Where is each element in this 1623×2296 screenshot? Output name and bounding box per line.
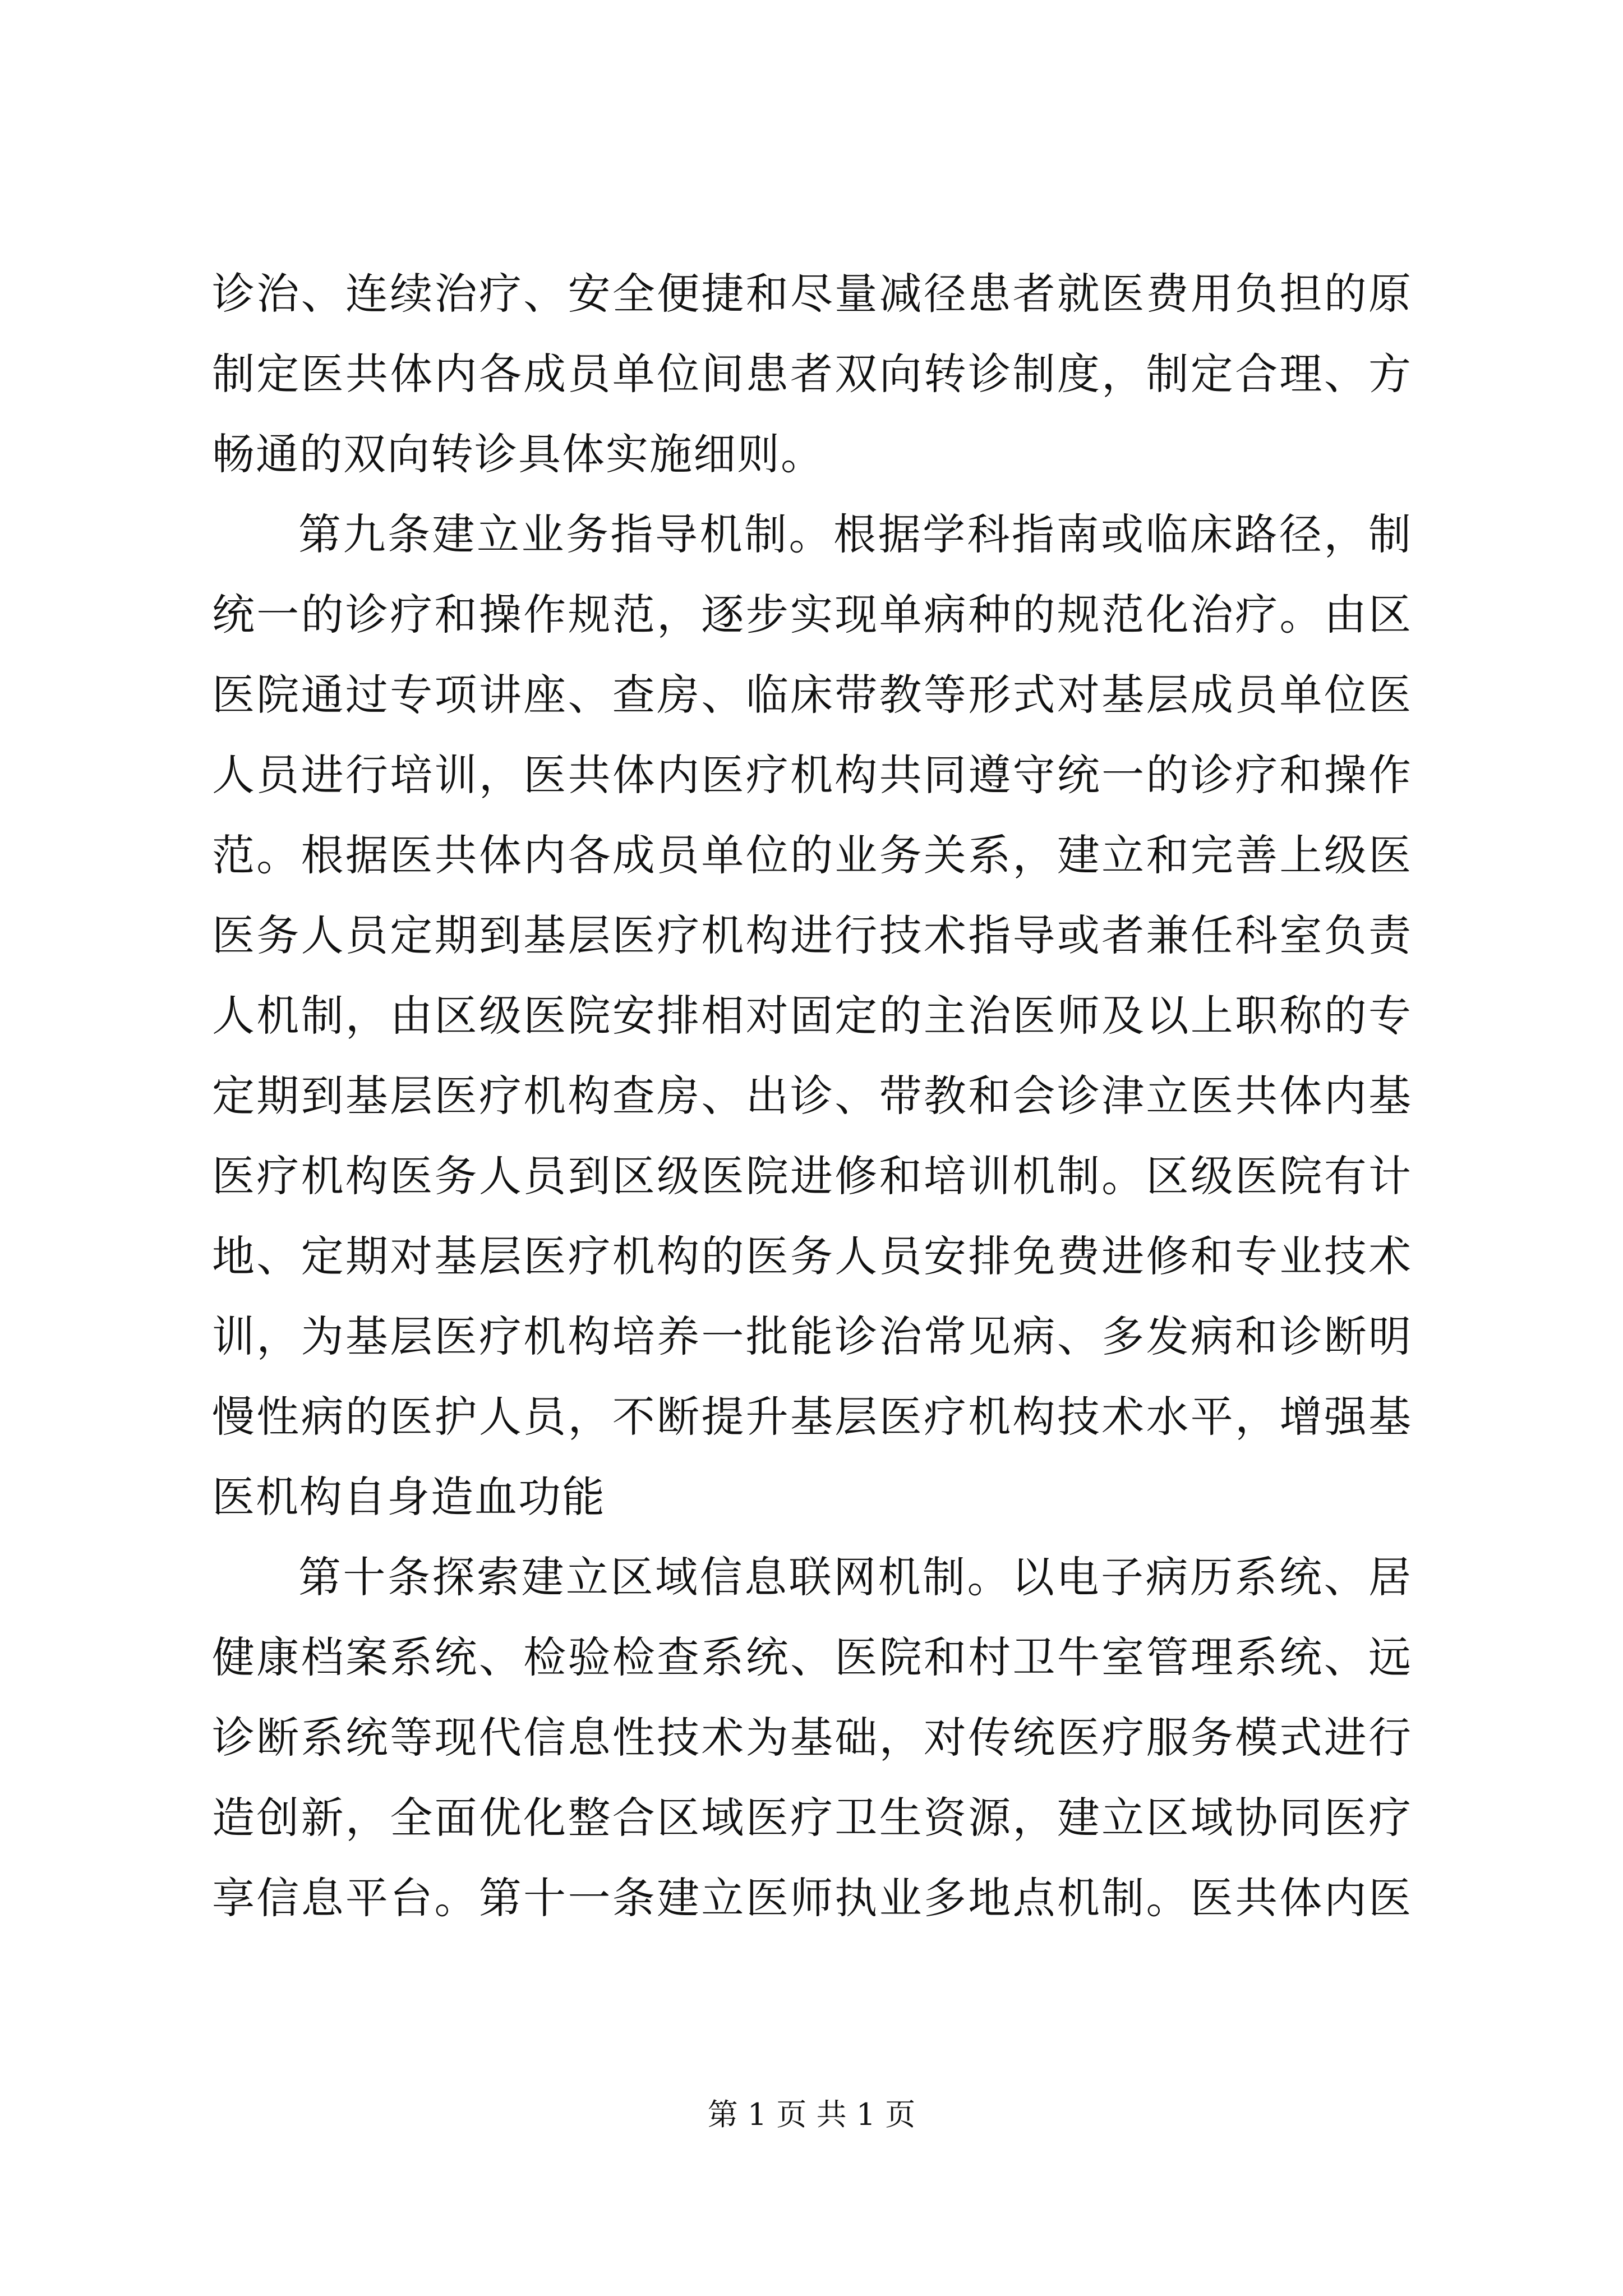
text-line: 健康档案系统、检验检查系统、医院和村卫牛室管理系统、远: [212, 1632, 1412, 1682]
text-line: 医务人员定期到基层医疗机构进行技术指导或者兼任科室负责: [212, 910, 1412, 960]
page-footer: [0, 2095, 1623, 2134]
text-line: 统一的诊疗和操作规范，逐步实现单病种的规范化治疗。由区: [212, 590, 1412, 639]
text-line: 范。根据医共体内各成员单位的业务关系，建立和完善上级医: [212, 830, 1412, 880]
text-line: 医院通过专项讲座、查房、临床带教等形式对基层成员单位医: [212, 670, 1412, 720]
document-body: [212, 254, 1412, 1938]
text-line: 人员进行培训，医共体内医疗机构共同遵守统一的诊疗和操作: [212, 750, 1412, 800]
text-line: 诊断系统等现代信息性技术为基础，对传统医疗服务模式进行: [212, 1713, 1412, 1763]
text-line: 医疗机构医务人员到区级医院进修和培训机制。区级医院有计: [212, 1151, 1412, 1201]
text-line: 制定医共体内各成员单位间患者双向转诊制度，制定合理、方: [212, 349, 1412, 399]
text-line: 诊治、连续治疗、安全便捷和尽量减径患者就医费用负担的原: [212, 269, 1412, 319]
text-line: 享信息平台。第十一条建立医师执业多地点机制。医共体内医: [212, 1873, 1412, 1923]
page-number-label: 第 1 页 共 1 页: [707, 2097, 916, 2132]
text-line: 人机制，由区级医院安排相对固定的主治医师及以上职称的专: [212, 991, 1412, 1041]
text-line: 造创新，全面优化整合区域医疗卫生资源，建立区域协同医疗: [212, 1793, 1412, 1843]
text-line: 慢性病的医护人员，不断提升基层医疗机构技术水平，增强基: [212, 1392, 1412, 1442]
text-line: 地、定期对基层医疗机构的医务人员安排免费进修和专业技术: [212, 1231, 1412, 1281]
text-line: 定期到基层医疗机构查房、出诊、带教和会诊津立医共体内基: [212, 1071, 1412, 1121]
text-line: 畅通的双向转诊具体实施细则。: [212, 429, 824, 479]
text-line: 医机构自身造血功能: [212, 1472, 606, 1522]
text-line-paragraph-start: 第十条探索建立区域信息联网机制。以电子病历系统、居: [298, 1552, 1412, 1602]
text-line-paragraph-start: 第九条建立业务指导机制。根据学科指南或临床路径，制: [298, 509, 1412, 559]
text-line: 训，为基层医疗机构培养一批能诊治常见病、多发病和诊断明: [212, 1312, 1412, 1361]
